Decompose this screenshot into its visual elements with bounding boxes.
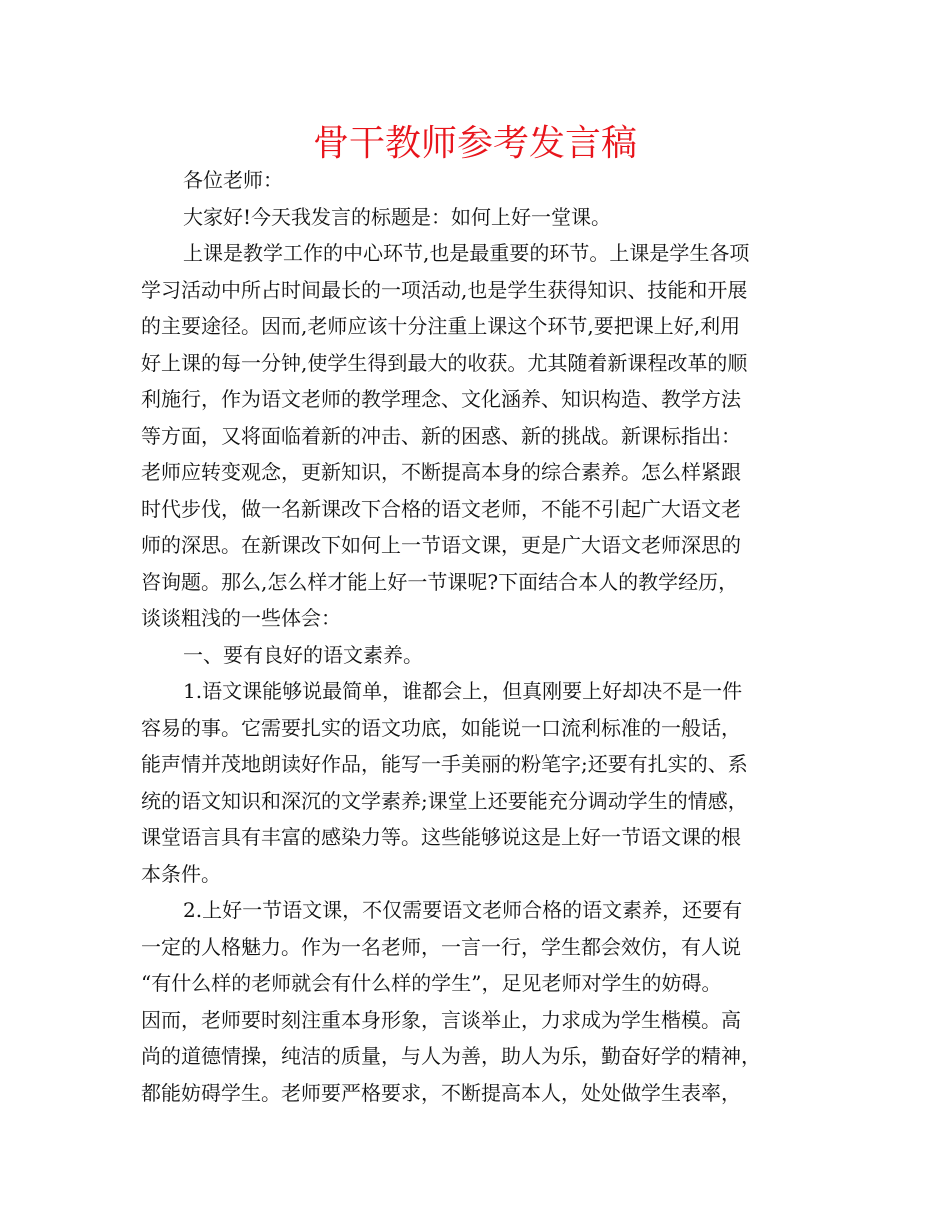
body-line: 1.语文课能够说最简单，谁都会上，但真刚要上好却决不是一件 (183, 679, 743, 703)
body-line: 本条件。 (141, 861, 221, 886)
body-line: 等方面，又将面临着新的冲击、新的困惑、新的挑战。新课标指出： (141, 423, 741, 448)
body-line: 师的深思。在新课改下如何上一节语文课，更是广大语文老师深思的 (141, 533, 741, 557)
body-line: “有什么样的老师就会有什么样的学生”，足见老师对学生的妨碍。 (141, 971, 722, 995)
body-line: 的主要途径。因而,老师应该十分注重上课这个环节,要把课上好,利用 (141, 314, 741, 338)
document-title: 骨干教师参考发言稿 (312, 123, 637, 164)
body-line: 各位老师： (183, 168, 283, 192)
body-line: 容易的事。它需要扎实的语文功底，如能说一口流利标准的一般话， (141, 715, 741, 740)
body-line: 利施行，作为语文老师的教学理念、文化涵养、知识构造、教学方法 (141, 387, 741, 411)
document-body (141, 162, 813, 1111)
body-line: 2.上好一节语文课，不仅需要语文老师合格的语文素养，还要有 (183, 898, 743, 922)
body-line: 一定的人格魅力。作为一名老师，一言一行，学生都会效仿，有人说 (141, 934, 741, 959)
body-line: 一、要有良好的语文素养。 (183, 642, 423, 667)
body-line: 能声情并茂地朗读好作品，能写一手美丽的粉笔字;还要有扎实的、系 (141, 752, 748, 776)
body-line: 都能妨碍学生。老师要严格要求，不断提高本人，处处做学生表率， (141, 1080, 741, 1105)
body-line: 因而，老师要时刻注重本身形象，言谈举止，力求成为学生楷模。高 (141, 1007, 741, 1032)
body-line: 统的语文知识和深沉的文学素养;课堂上还要能充分调动学生的情感， (141, 788, 748, 813)
body-line: 好上课的每一分钟,使学生得到最大的收获。尤其随着新课程改革的顺 (141, 350, 748, 375)
body-line: 大家好!今天我发言的标题是：如何上好一堂课。 (183, 204, 612, 229)
body-line: 上课是教学工作的中心环节,也是最重要的环节。上课是学生各项 (183, 241, 750, 265)
body-line: 尚的道德情操，纯洁的质量，与人为善，助人为乐，勤奋好学的精神， (141, 1044, 761, 1068)
body-line: 学习活动中所占时间最长的一项活动,也是学生获得知识、技能和开展 (141, 277, 748, 302)
body-line: 课堂语言具有丰富的感染力等。这些能够说这是上好一节语文课的根 (141, 825, 741, 849)
body-line: 谈谈粗浅的一些体会： (141, 606, 341, 630)
body-line: 时代步伐，做一名新课改下合格的语文老师，不能不引起广大语文老 (141, 496, 741, 521)
body-line: 咨询题。那么,怎么样才能上好一节课呢?下面结合本人的教学经历， (141, 569, 739, 594)
body-line: 老师应转变观念，更新知识，不断提高本身的综合素养。怎么样紧跟 (141, 460, 741, 484)
